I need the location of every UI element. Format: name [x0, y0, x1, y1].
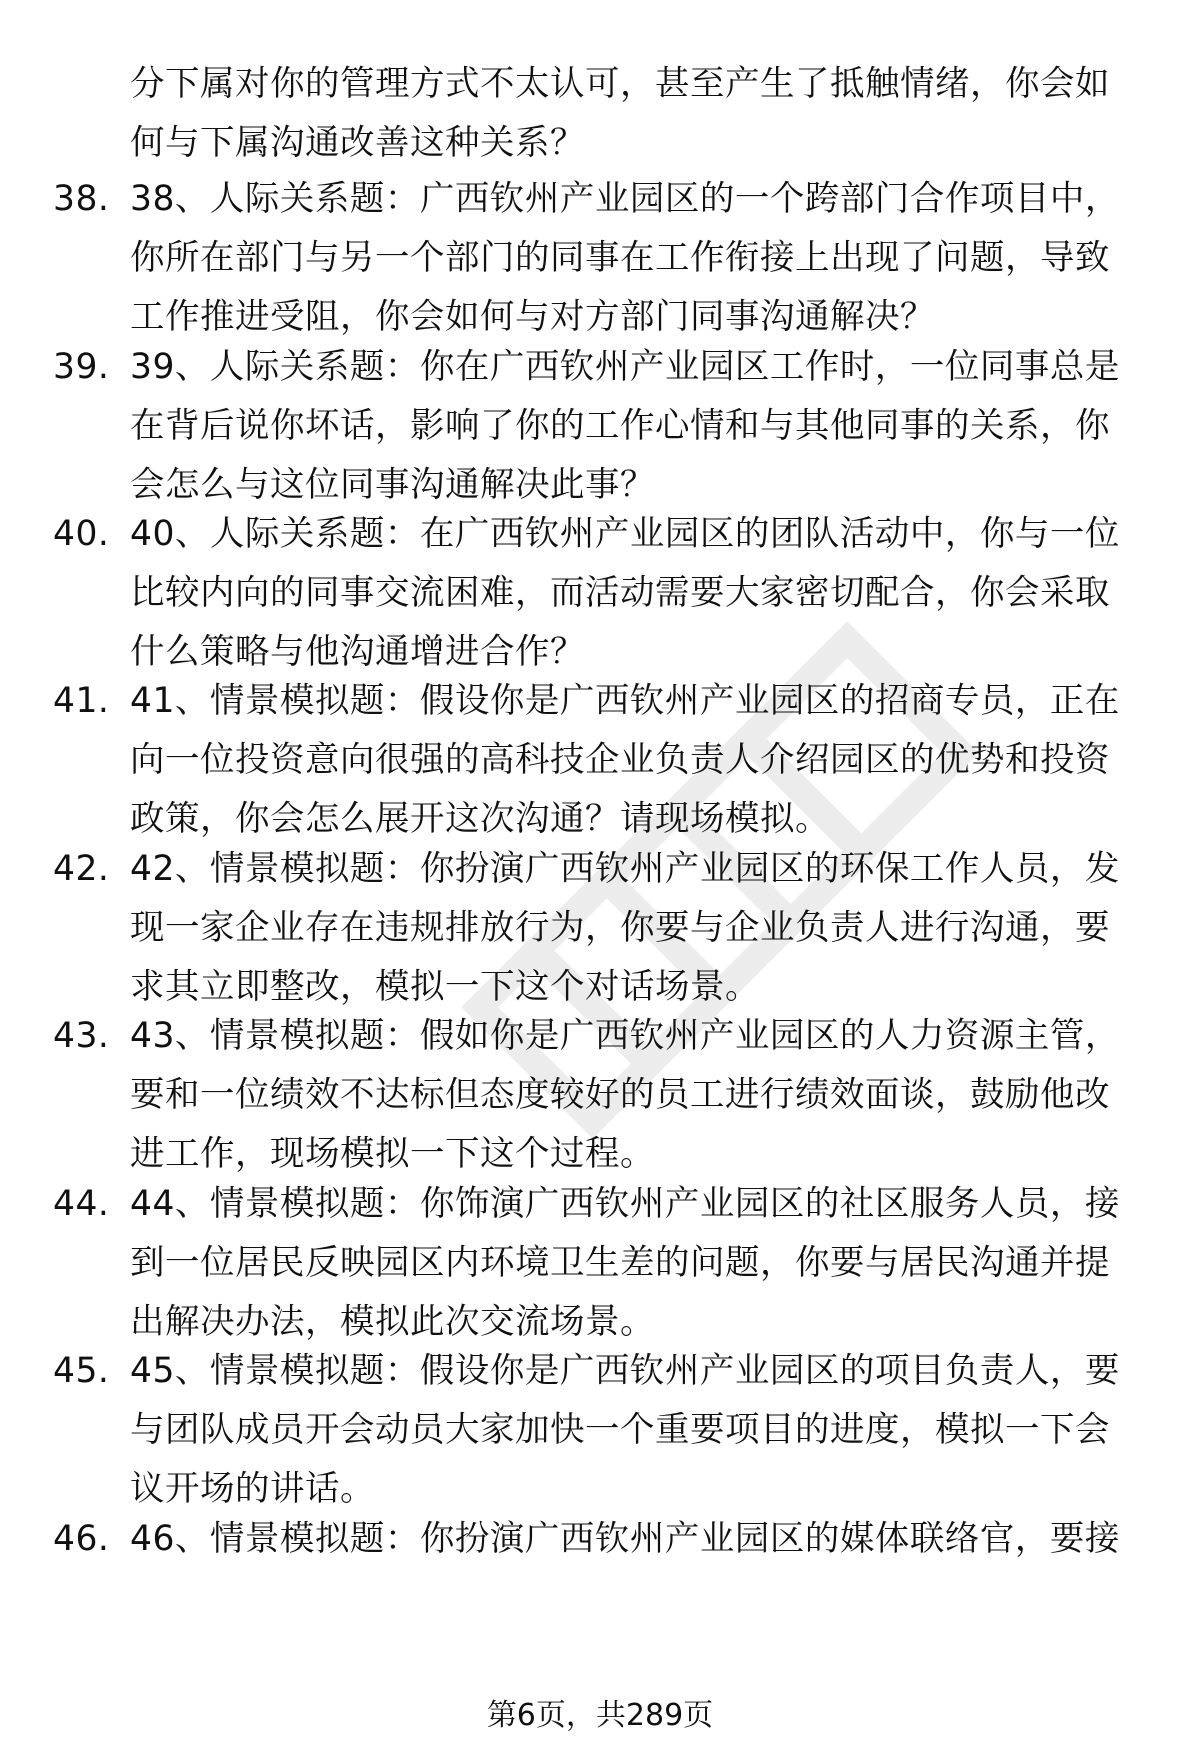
- item-text: 46、情景模拟题：你扮演广西钦州产业园区的媒体联络官，要接: [130, 1519, 1120, 1559]
- item-text: 39、人际关系题：你在广西钦州产业园区工作时，一位同事总是在背后说你坏话，影响了你的工作心情和与其他同事的关系，你会怎么与这位同事沟通解决此事？: [130, 347, 1120, 505]
- item-text: 41、情景模拟题：假设你是广西钦州产业园区的招商专员，正在向一位投资意向很强的高科技企业负责人介绍园区的优势和投资政策，你会怎么展开这次沟通？请现场模拟。: [130, 681, 1120, 839]
- item-number: 40.: [53, 514, 110, 554]
- item-number: 39.: [53, 347, 110, 387]
- item-text: 43、情景模拟题：假如你是广西钦州产业园区的人力资源主管，要和一位绩效不达标但态度较好的员工进行绩效面谈，鼓励他改进工作，现场模拟一下这个过程。: [130, 1016, 1120, 1174]
- item-text: 38、人际关系题：广西钦州产业园区的一个跨部门合作项目中，你所在部门与另一个部门的同事在工作衔接上出现了问题，导致工作推进受阻，你会如何与对方部门同事沟通解决？: [130, 179, 1120, 337]
- question-item: [53, 170, 1140, 347]
- item-text: 45、情景模拟题：假设你是广西钦州产业园区的项目负责人，要与团队成员开会动员大家加快一个重要项目的进度，模拟一下会议开场的讲话。: [130, 1351, 1120, 1509]
- item-text: 42、情景模拟题：你扮演广西钦州产业园区的环保工作人员，发现一家企业存在违规排放行为，你要与企业负责人进行沟通，要求其立即整改，模拟一下这个对话场景。: [130, 849, 1120, 1007]
- question-item: [53, 1342, 1140, 1519]
- question-item: [53, 1007, 1140, 1184]
- item-number: 42.: [53, 849, 110, 889]
- question-item: [53, 338, 1140, 515]
- item-number: 38.: [53, 179, 110, 219]
- question-item: [53, 1175, 1140, 1352]
- item-number: 44.: [53, 1184, 110, 1224]
- item-number: 45.: [53, 1351, 110, 1391]
- page-footer: 第6页，共289页: [486, 1698, 714, 1733]
- item-text: 40、人际关系题：在广西钦州产业园区的团队活动中，你与一位比较内向的同事交流困难，而活动需要大家密切配合，你会采取什么策略与他沟通增进合作？: [130, 514, 1120, 672]
- question-item: [53, 505, 1140, 682]
- question-item: [53, 1510, 1140, 1569]
- item-text: 44、情景模拟题：你饰演广西钦州产业园区的社区服务人员，接到一位居民反映园区内环境卫生差的问题，你要与居民沟通并提出解决办法，模拟此次交流场景。: [130, 1184, 1120, 1342]
- question-item: [53, 840, 1140, 1017]
- question-item: [53, 672, 1140, 849]
- item-number: 41.: [53, 681, 110, 721]
- item-number: 43.: [53, 1016, 110, 1056]
- item-number: 46.: [53, 1519, 110, 1559]
- intro-paragraph: 分下属对你的管理方式不太认可，甚至产生了抵触情绪，你会如何与下属沟通改善这种关系？: [130, 64, 1110, 163]
